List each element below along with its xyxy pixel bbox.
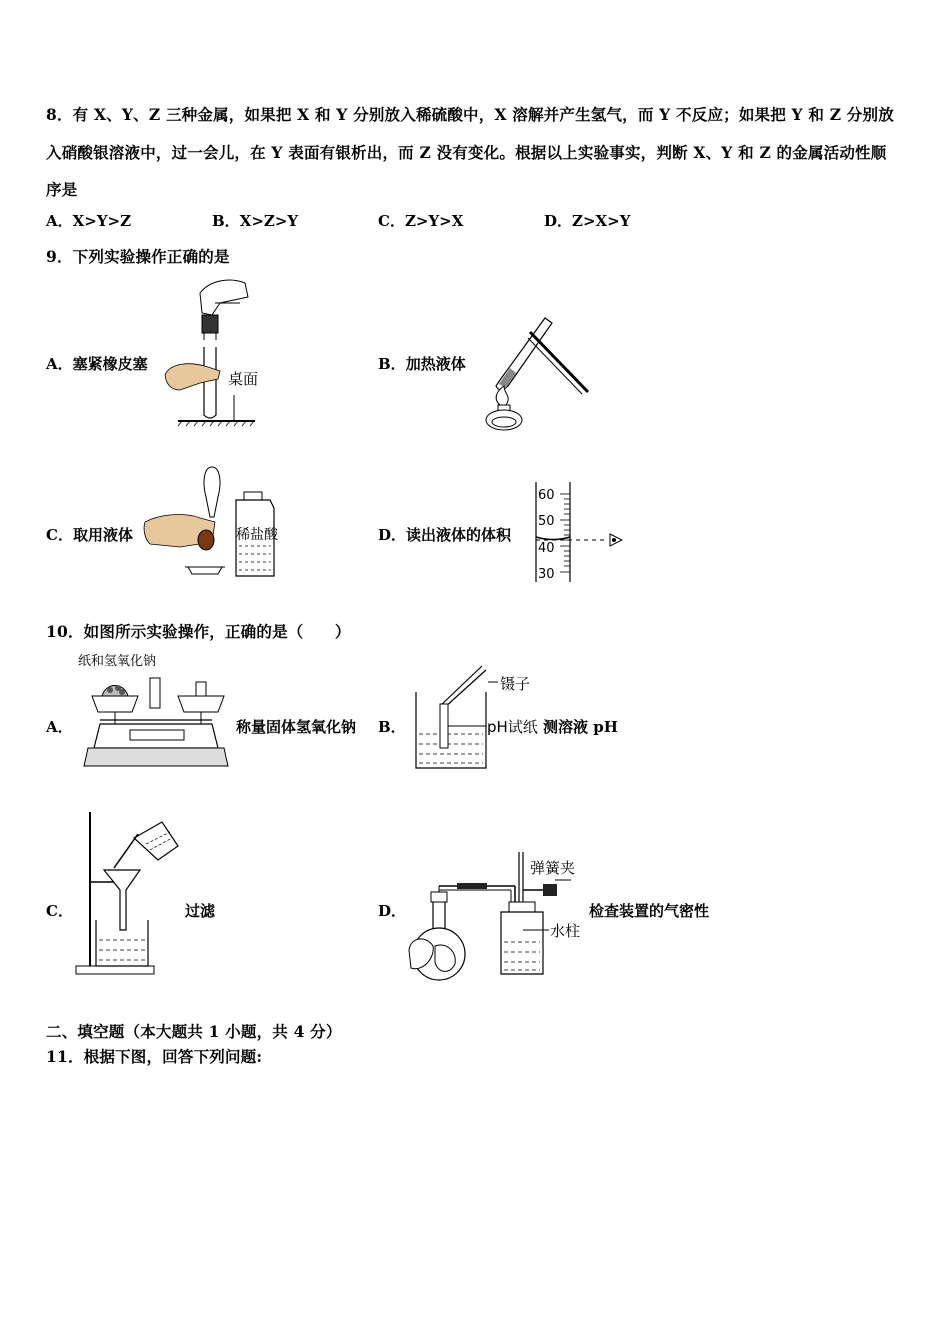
q10-option-a-letter: A．	[46, 718, 73, 736]
q9-option-a-caption	[46, 353, 148, 374]
option-letter: B．	[378, 355, 406, 373]
option-letter: A．	[46, 212, 73, 230]
q9-option-d-caption	[378, 524, 511, 545]
option-letter: A．	[46, 355, 73, 373]
q10-option-c-letter: C．	[46, 902, 73, 920]
q9-stem: 9．下列实验操作正确的是	[46, 247, 230, 266]
q10-option-b-letter: B．	[378, 718, 406, 736]
option-text: Z>Y>X	[404, 212, 464, 230]
water-column-label: 水柱	[550, 922, 581, 940]
q10-option-d-text: 检查装置的气密性	[589, 902, 710, 920]
paper-naoh-label: 纸和氢氧化钠	[78, 654, 157, 669]
option-text: 加热液体	[405, 355, 466, 373]
clamp-icon	[543, 884, 557, 896]
option-text: X>Z>Y	[239, 212, 299, 230]
q8-option-a	[46, 210, 131, 231]
section-heading: 二、填空题（本大题共 1 小题，共 4 分）	[46, 1022, 342, 1041]
q8-stem-line-3: 序是	[46, 180, 78, 199]
scale-tick-label: 50	[538, 514, 555, 529]
option-letter: D．	[544, 212, 573, 230]
q8-option-d	[544, 210, 630, 231]
scale-tick-label: 60	[538, 488, 555, 503]
dilute-hcl-label: 稀盐酸	[236, 527, 278, 543]
taking-liquid-figure	[140, 462, 290, 582]
option-text: 取用液体	[72, 526, 133, 544]
q8-option-c	[378, 210, 463, 231]
spring-clamp-label: 弹簧夹	[530, 859, 576, 877]
scale-tick-label: 30	[538, 567, 555, 582]
option-letter: C．	[378, 212, 405, 230]
q10-option-b-text: 测溶液 pH	[543, 718, 618, 736]
tweezers-label: 镊子	[500, 675, 531, 693]
option-text: Z>X>Y	[572, 212, 631, 230]
option-letter: D．	[378, 526, 407, 544]
q10-option-a-text: 称量固体氢氧化钠	[236, 718, 357, 736]
option-text: 读出液体的体积	[406, 526, 512, 544]
q10-option-d-letter: D．	[378, 902, 407, 920]
q8-stem-line-1: 8．有 X、Y、Z 三种金属，如果把 X 和 Y 分别放入稀硫酸中，X 溶解并产生氢气，而 Y 不反应；如果把 Y 和 Z 分别放	[46, 105, 894, 124]
q8-option-b	[212, 210, 298, 231]
heating-liquid-figure	[470, 310, 600, 435]
desk-label: 桌面	[228, 370, 259, 388]
filtration-figure	[74, 810, 194, 980]
balance-figure	[80, 668, 230, 772]
q10-stem: 10．如图所示实验操作，正确的是（ ）	[46, 622, 351, 641]
option-text: X>Y>Z	[72, 212, 132, 230]
q11-stem: 11．根据下图，回答下列问题:	[46, 1047, 263, 1066]
q9-option-b-caption	[378, 353, 466, 374]
scale-tick-label: 40	[538, 541, 555, 556]
q8-stem-line-2: 入硝酸银溶液中，过一会儿，在 Y 表面有银析出，而 Z 没有变化。根据以上实验事实，判断 X、Y 和 Z 的金属活动性顺	[46, 143, 887, 162]
q10-option-c-text: 过滤	[185, 902, 216, 920]
stopper-test-tube-figure	[160, 275, 260, 425]
graduated-cylinder-figure	[530, 482, 630, 584]
option-letter: C．	[46, 526, 73, 544]
ph-paper-label: pH试纸	[487, 718, 538, 736]
option-text: 塞紧橡皮塞	[72, 355, 148, 373]
option-letter: B．	[212, 212, 240, 230]
q9-option-c-caption	[46, 524, 133, 545]
